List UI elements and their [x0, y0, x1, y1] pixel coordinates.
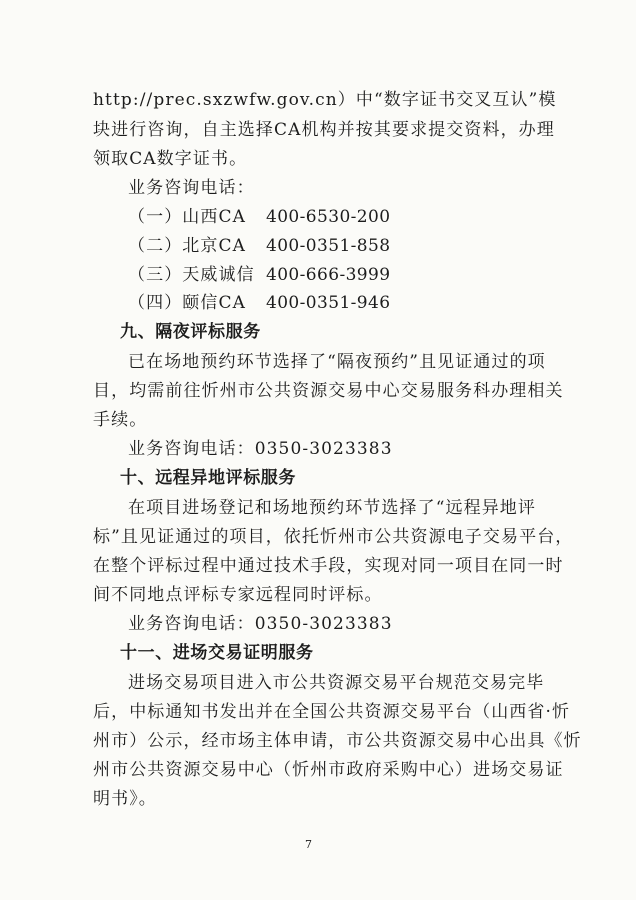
section-9-line: 已在场地预约环节选择了“隔夜预约”且见证通过的项: [128, 352, 546, 372]
section-9-line: 手续。: [93, 410, 148, 430]
section-10-heading: 十、远程异地评标服务: [120, 468, 296, 488]
section-11-heading: 十一、进场交易证明服务: [120, 643, 314, 663]
section-10-line: 在整个评标过程中通过技术手段，实现对同一项目在同一时: [93, 556, 564, 576]
ca-item-name: （二）北京CA: [128, 236, 246, 256]
ca-item-phone: 400-666-3999: [266, 265, 391, 285]
intro-line-1: http://prec.sxzwfw.gov.cn）中“数字证书交叉互认”模: [93, 90, 557, 110]
section-9-heading: 九、隔夜评标服务: [120, 322, 261, 342]
ca-item-phone: 400-0351-858: [266, 236, 391, 256]
section-10-line: 在项目进场登记和场地预约环节选择了“远程异地评: [128, 498, 536, 518]
section-9-phone: 业务咨询电话：0350-3023383: [128, 439, 393, 459]
section-11-line: 进场交易项目进入市公共资源交易平台规范交易完毕: [128, 673, 545, 693]
section-10-phone: 业务咨询电话：0350-3023383: [128, 614, 393, 634]
intro-line-3: 领取CA数字证书。: [93, 149, 248, 169]
section-11-line: 州市）公示，经市场主体申请，市公共资源交易中心出具《忻: [93, 731, 582, 751]
section-11-line: 后，中标通知书发出并在全国公共资源交易平台（山西省·忻: [93, 702, 571, 722]
section-11-line: 明书》。: [93, 789, 157, 809]
section-10-line: 间不同地点评标专家远程同时评标。: [93, 585, 383, 605]
intro-line-2: 块进行咨询，自主选择CA机构并按其要求提交资料，办理: [93, 120, 555, 140]
ca-phone-label: 业务咨询电话：: [128, 178, 255, 198]
ca-item-phone: 400-6530-200: [266, 207, 391, 227]
section-9-line: 目，均需前往忻州市公共资源交易中心交易服务科办理相关: [93, 381, 564, 401]
page-number: 7: [305, 838, 312, 851]
section-10-line: 标”且见证通过的项目，依托忻州市公共资源电子交易平台，: [93, 527, 574, 547]
ca-item-name: （一）山西CA: [128, 207, 246, 227]
ca-item-phone: 400-0351-946: [266, 293, 391, 313]
section-11-line: 州市公共资源交易中心（忻州市政府采购中心）进场交易证: [93, 760, 564, 780]
ca-item-name: （四）颐信CA: [128, 293, 246, 313]
ca-item-name: （三）天威诚信: [128, 265, 255, 285]
